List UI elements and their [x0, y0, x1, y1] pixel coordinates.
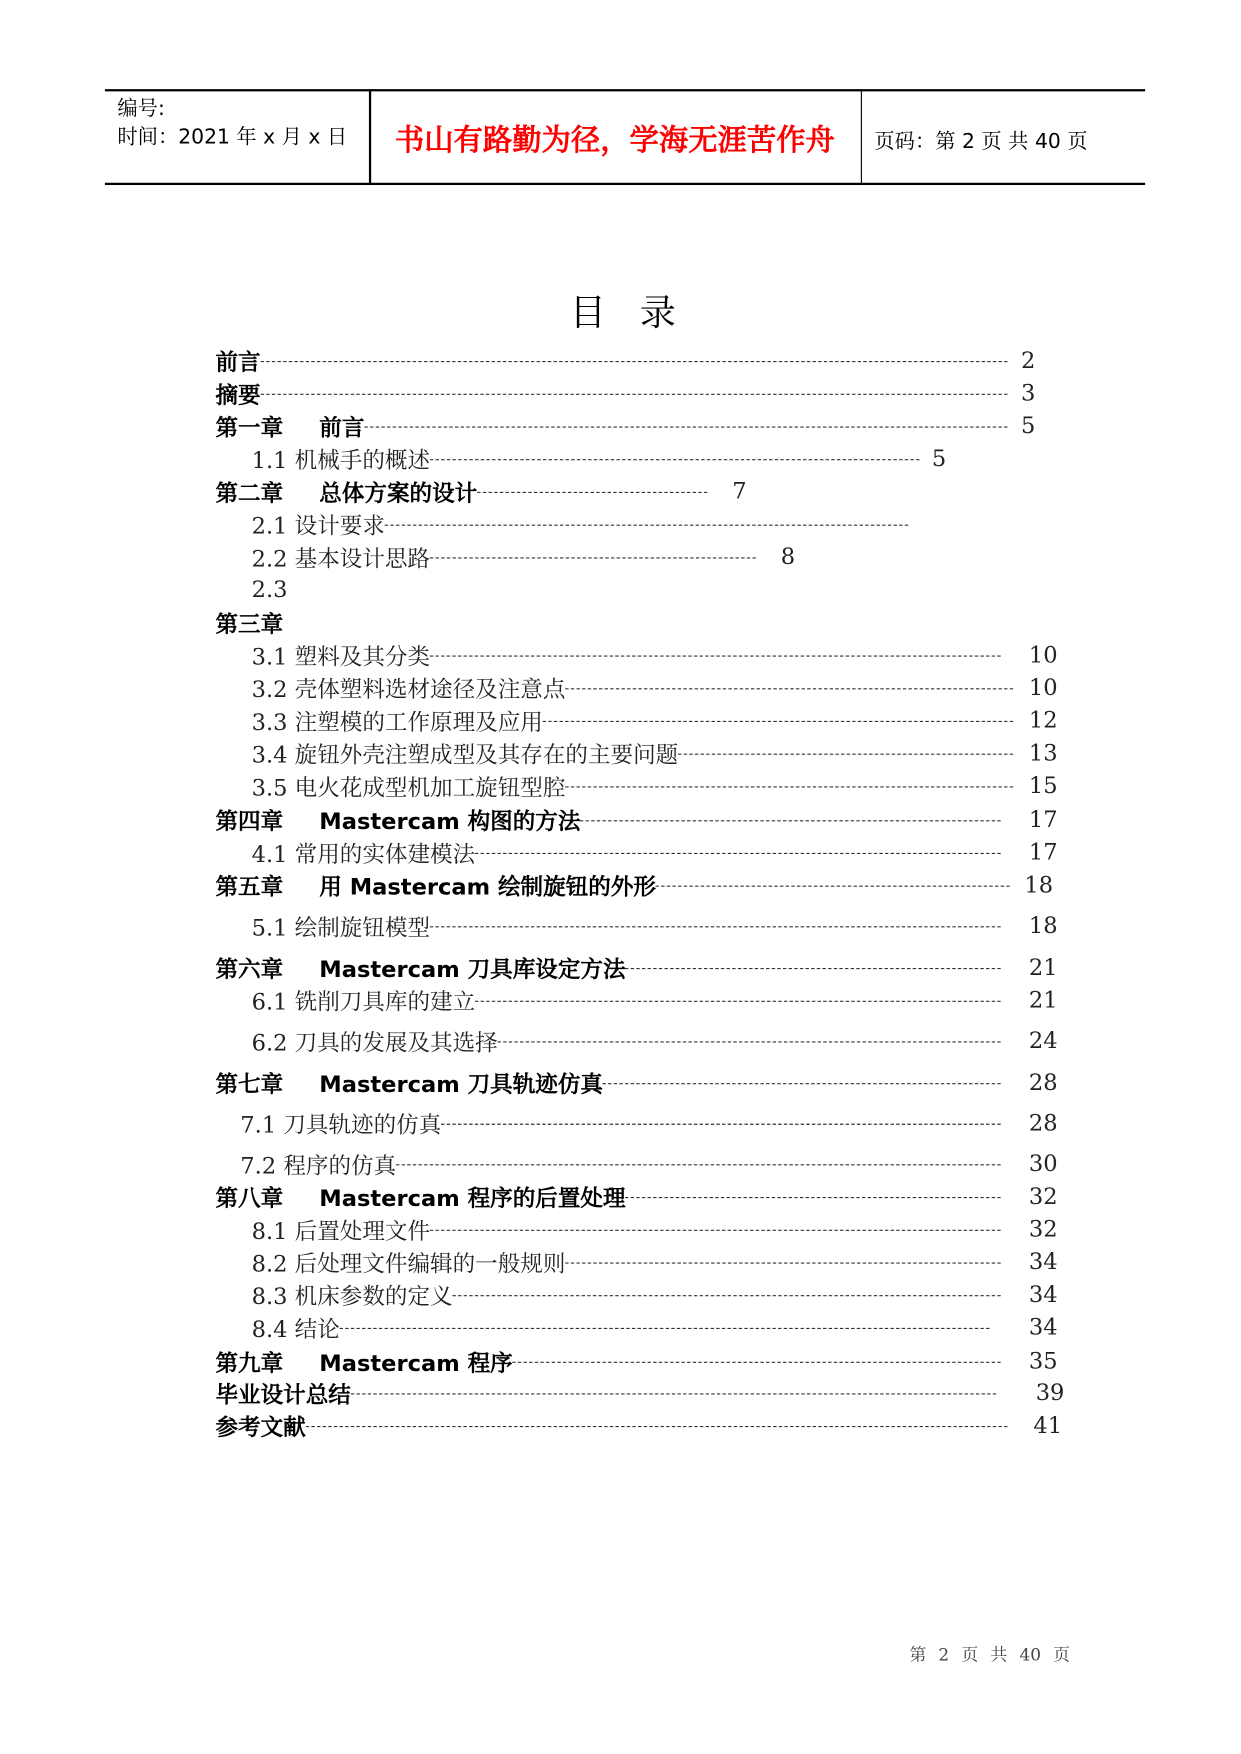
toc-entry[interactable] — [252, 1247, 1001, 1276]
dot-leader — [385, 524, 908, 525]
time-label: 时间：2021 年 x 月 x 日 — [117, 125, 348, 149]
toc-page-number: 5 — [1021, 411, 1036, 439]
toc-page-number: 15 — [1028, 771, 1058, 799]
toc-entry-label: 第八章 — [215, 1184, 284, 1212]
toc-entry-label: 第九章 — [215, 1348, 284, 1376]
toc-entry-label: 第三章 — [215, 609, 284, 637]
toc-entry[interactable] — [215, 952, 1000, 981]
toc-entry-label: 3.4 旋钮外壳注塑成型及其存在的主要问题 — [251, 740, 679, 768]
toc-page-number: 5 — [931, 444, 947, 472]
toc-page-number: 39 — [1035, 1378, 1065, 1406]
toc-title: 目录 — [569, 291, 710, 334]
toc-entry[interactable] — [252, 837, 1001, 866]
toc-page-number: 8 — [780, 542, 796, 570]
toc-page-number: 7 — [732, 477, 747, 505]
toc-entry-title: 总体方案的设计 — [319, 478, 478, 506]
toc-entry[interactable] — [215, 1067, 1000, 1096]
dot-leader — [565, 688, 1013, 689]
toc-entry[interactable] — [215, 607, 283, 636]
page-label: 页码：第 2 页 共 40 页 — [874, 129, 1088, 154]
toc-entry-label: 2.1 设计要求 — [251, 511, 385, 539]
toc-page-number: 30 — [1028, 1149, 1058, 1177]
toc-page-number: 34 — [1028, 1280, 1058, 1308]
toc-entry-label: 3.5 电火花成型机加工旋钮型腔 — [251, 773, 566, 801]
toc-entry-label: 6.1 铣削刀具库的建立 — [251, 987, 476, 1015]
toc-entry-label: 第五章 — [215, 872, 284, 900]
toc-entry-label: 4.1 常用的实体建模法 — [251, 839, 476, 868]
toc-page-number: 12 — [1028, 706, 1058, 734]
toc-entry-label: 8.2 后处理文件编辑的一般规则 — [251, 1249, 566, 1277]
toc-entry-label: 第一章 — [215, 413, 284, 441]
toc-entry[interactable] — [252, 574, 288, 603]
toc-entry-label: 第二章 — [215, 478, 284, 506]
toc-entry-label: 8.1 后置处理文件 — [251, 1216, 431, 1244]
toc-entry[interactable] — [252, 509, 909, 538]
header-divider — [861, 89, 862, 184]
dot-leader — [477, 491, 707, 492]
dot-leader — [626, 967, 1001, 968]
toc-entry-label: 7.2 程序的仿真 — [240, 1151, 397, 1179]
dot-leader — [543, 720, 1013, 721]
toc-entry-title: 前言 — [319, 413, 365, 441]
toc-entry[interactable] — [252, 771, 1014, 800]
toc-entry-label: 2.2 基本设计思路 — [251, 544, 431, 572]
dot-leader — [430, 1229, 1001, 1230]
toc-entry[interactable] — [252, 738, 1014, 767]
toc-entry[interactable] — [252, 443, 920, 472]
toc-entry[interactable] — [240, 1108, 1000, 1137]
toc-entry[interactable] — [252, 1026, 1001, 1055]
number-label: 编号: — [117, 97, 165, 121]
toc-page-number: 34 — [1028, 1313, 1058, 1341]
dot-leader — [580, 820, 1000, 821]
toc-entry-label: 参考文献 — [215, 1413, 306, 1441]
toc-entry-label: 6.2 刀具的发展及其选择 — [251, 1028, 498, 1056]
toc-entry-label: 3.1 塑料及其分类 — [251, 642, 431, 670]
toc-entry[interactable] — [252, 910, 1001, 939]
dot-leader — [340, 1327, 990, 1328]
toc-entry-label: 第七章 — [215, 1070, 284, 1098]
toc-entry-label: 第六章 — [215, 955, 284, 983]
dot-leader — [351, 1393, 996, 1394]
toc-entry[interactable] — [215, 804, 1000, 833]
motto: 书山有路勤为径，学海无涯苦作舟 — [394, 124, 835, 158]
toc-page-number: 17 — [1028, 805, 1058, 833]
toc-page-number: 13 — [1028, 738, 1058, 767]
toc-page-number: 3 — [1021, 379, 1036, 407]
toc-page-number: 28 — [1028, 1068, 1058, 1096]
toc-page-number: 18 — [1028, 911, 1058, 939]
dot-leader — [364, 426, 1007, 427]
dot-leader — [656, 885, 1010, 886]
toc-entry[interactable] — [215, 345, 1007, 374]
dot-leader — [498, 1041, 1001, 1042]
toc-entry-label: 3.2 壳体塑料选材途径及注意点 — [251, 675, 566, 703]
toc-page-number: 17 — [1028, 838, 1058, 866]
toc-entry[interactable] — [252, 1214, 1001, 1243]
toc-page-number: 32 — [1028, 1215, 1058, 1243]
dot-leader — [430, 655, 1001, 656]
toc-entry-label: 7.1 刀具轨迹的仿真 — [240, 1110, 442, 1138]
toc-entry[interactable] — [215, 411, 1007, 440]
dot-leader — [261, 393, 1008, 394]
toc-page-number: 10 — [1028, 640, 1058, 668]
toc-entry-title: Mastercam 构图的方法 — [319, 807, 581, 835]
footer-page-number: 第 2 页 共 40 页 — [909, 1644, 1071, 1666]
toc-entry-label: 第四章 — [215, 807, 284, 835]
dot-leader — [441, 1123, 1000, 1124]
toc-entry[interactable] — [252, 640, 1001, 669]
toc-page-number: 28 — [1028, 1109, 1058, 1137]
dot-leader — [603, 1083, 1001, 1084]
toc-page-number: 2 — [1021, 346, 1036, 374]
toc-entry[interactable] — [252, 542, 756, 571]
dot-leader — [678, 753, 1013, 754]
dot-leader — [565, 786, 1013, 787]
toc-entry[interactable] — [215, 476, 707, 505]
toc-entry-label: 3.3 注塑模的工作原理及应用 — [251, 707, 543, 736]
toc-page-number: 10 — [1028, 673, 1058, 701]
toc-entry-label: 1.1 机械手的概述 — [251, 446, 431, 474]
toc-entry-label: 2.3 — [251, 575, 288, 603]
toc-page-number: 21 — [1028, 953, 1058, 981]
toc-entry[interactable] — [240, 1149, 1000, 1178]
toc-page-number: 34 — [1028, 1247, 1058, 1275]
toc-entry-label: 8.4 结论 — [251, 1314, 340, 1342]
header-divider — [369, 89, 371, 184]
dot-leader — [396, 1164, 1001, 1165]
toc-page-number: 32 — [1028, 1182, 1058, 1210]
toc-entry[interactable] — [215, 1378, 996, 1407]
toc-entry[interactable] — [252, 1312, 990, 1341]
dot-leader — [306, 1425, 1008, 1426]
toc-page-number: 21 — [1028, 986, 1058, 1014]
dot-leader — [453, 1295, 1001, 1296]
toc-page-number: 18 — [1024, 870, 1054, 899]
toc-entry[interactable] — [215, 1346, 1000, 1375]
dot-leader — [475, 852, 1001, 853]
toc-entry[interactable] — [215, 870, 1009, 899]
dot-leader — [626, 1196, 1001, 1197]
toc-page-number: 35 — [1028, 1347, 1058, 1375]
toc-entry-title: 用 Mastercam 绘制旋钮的外形 — [319, 872, 656, 900]
dot-leader — [565, 1262, 1000, 1263]
header-top-rule — [105, 89, 1145, 91]
dot-leader — [430, 459, 919, 460]
toc-entry-label: 毕业设计总结 — [215, 1380, 351, 1408]
toc-entry-title: Mastercam 刀具轨迹仿真 — [319, 1070, 603, 1098]
toc-entry[interactable] — [252, 705, 1014, 734]
dot-leader — [513, 1361, 1001, 1362]
dot-leader — [475, 1000, 1001, 1001]
toc-entry[interactable] — [215, 378, 1007, 407]
header-bottom-rule — [105, 183, 1145, 185]
toc-entry-label: 8.3 机床参数的定义 — [251, 1282, 453, 1310]
toc-entry-title: Mastercam 刀具库设定方法 — [319, 955, 626, 983]
toc-entry-label: 前言 — [215, 348, 261, 376]
toc-entry-label: 5.1 绘制旋钮模型 — [251, 913, 431, 941]
toc-entry-title: Mastercam 程序的后置处理 — [319, 1184, 626, 1212]
toc-entry[interactable] — [252, 985, 1001, 1014]
toc-entry-label: 摘要 — [215, 380, 261, 408]
dot-leader — [261, 360, 1008, 361]
toc-page-number: 41 — [1033, 1411, 1063, 1439]
toc-entry-title: Mastercam 程序 — [319, 1348, 513, 1376]
toc-page-number: 24 — [1028, 1026, 1058, 1054]
toc-entry[interactable] — [252, 1279, 1001, 1308]
toc-entry[interactable] — [215, 1410, 1007, 1439]
toc-entry[interactable] — [252, 672, 1014, 701]
toc-entry[interactable] — [215, 1181, 1000, 1210]
dot-leader — [430, 926, 1001, 927]
dot-leader — [430, 557, 756, 558]
